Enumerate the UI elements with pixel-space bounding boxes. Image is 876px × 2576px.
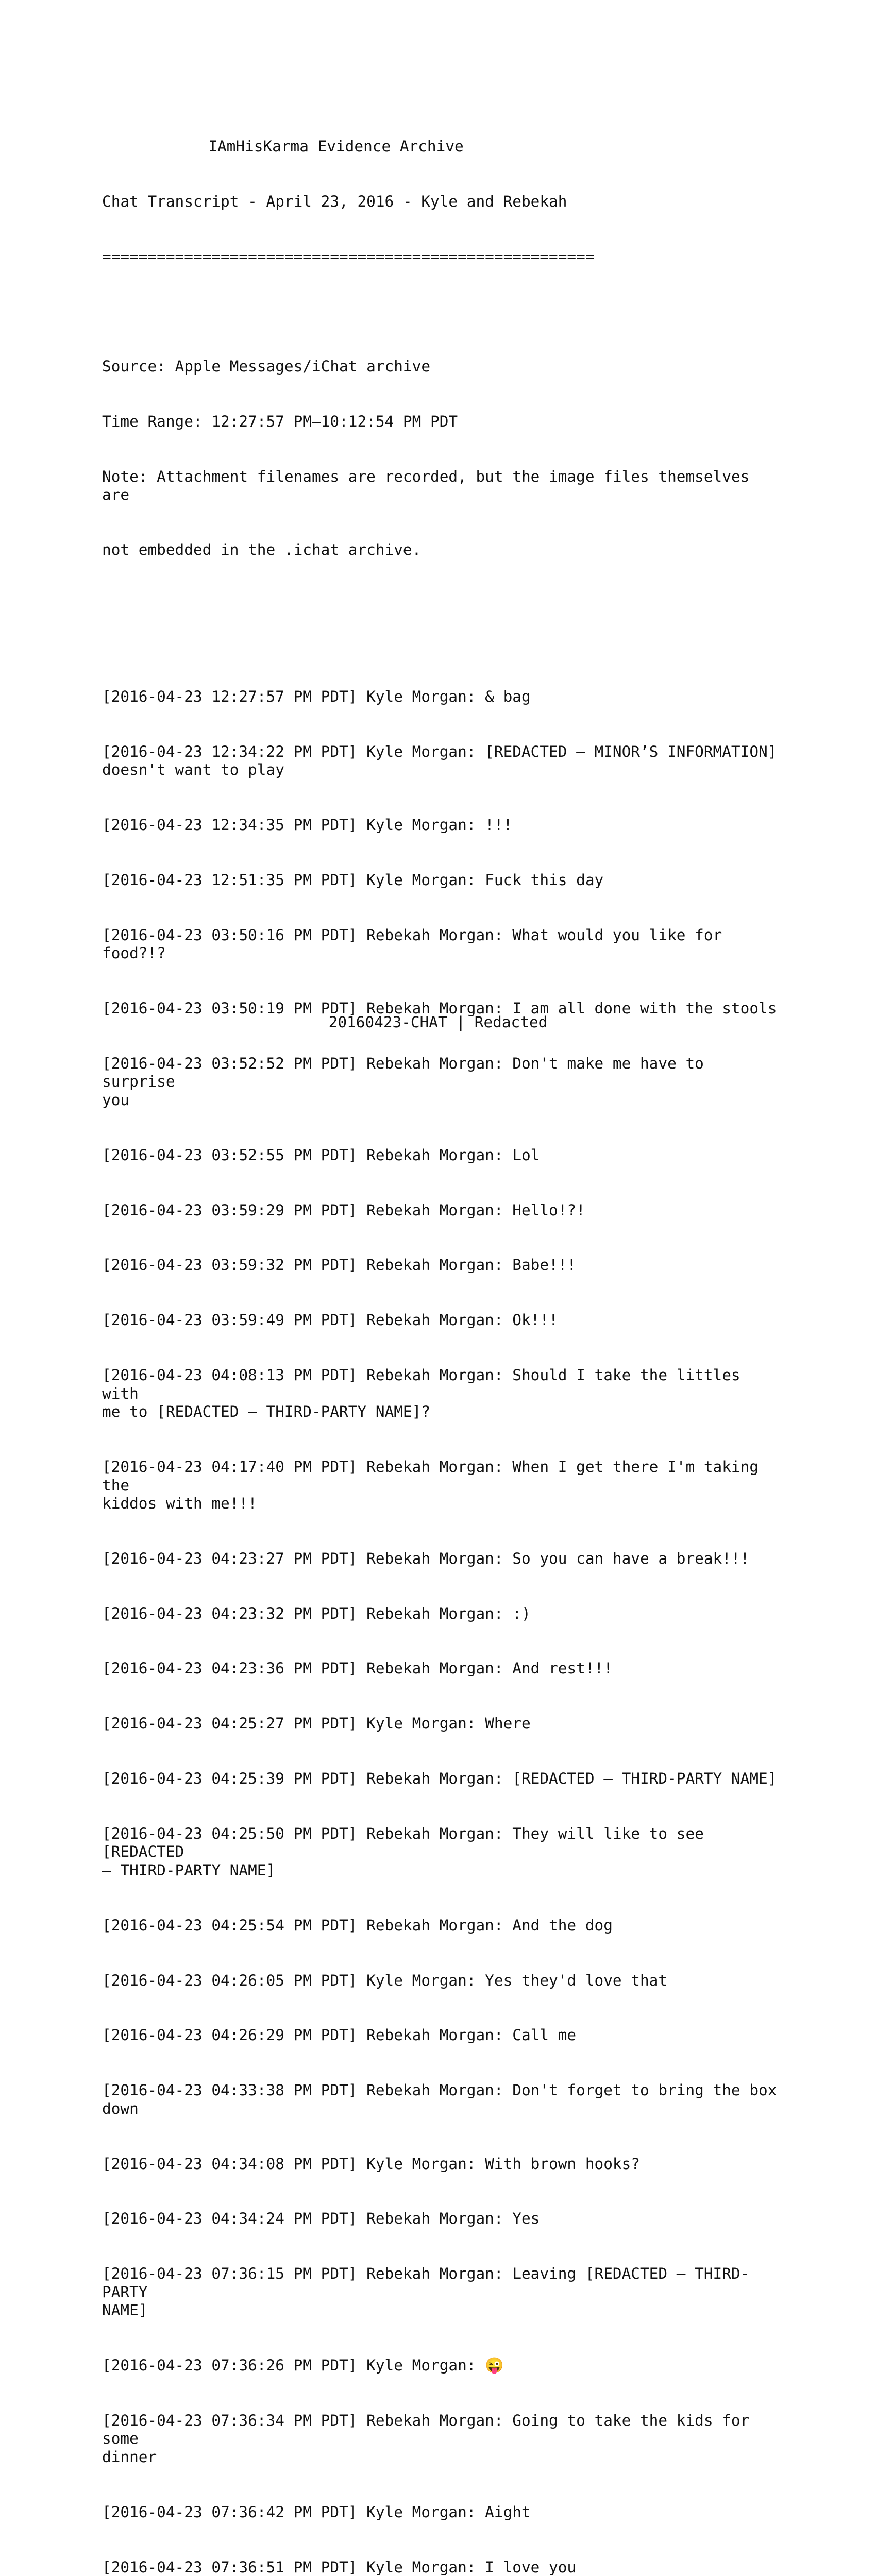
- document-title: IAmHisKarma Evidence Archive: [208, 138, 464, 156]
- message-entry: [2016-04-23 04:25:54 PM PDT] Rebekah Morgan: And the dog: [102, 1916, 613, 1934]
- message-entry: [2016-04-23 07:36:51 PM PDT] Kyle Morgan: I love you: [102, 2558, 577, 2576]
- message-entry: [2016-04-23 04:33:38 PM PDT] Rebekah Morgan: Don't forget to bring the box down: [102, 2081, 777, 2117]
- message-entry: [2016-04-23 04:34:24 PM PDT] Rebekah Morgan: Yes: [102, 2210, 540, 2228]
- document-subtitle: Chat Transcript - April 23, 2016 - Kyle and Rebekah: [102, 192, 567, 210]
- message-entry: [2016-04-23 07:36:15 PM PDT] Rebekah Morgan: Leaving [REDACTED – THIRD-PARTY NAME]: [102, 2265, 750, 2319]
- message-entry: [2016-04-23 12:27:57 PM PDT] Kyle Morgan: & bag: [102, 688, 531, 705]
- message-entry: [2016-04-23 04:25:50 PM PDT] Rebekah Morgan: They will like to see [REDACTED – THIRD-PARTY NAME]: [102, 1824, 704, 1879]
- note-line-2: not embedded in the .ichat archive.: [102, 541, 422, 559]
- message-entry: [2016-04-23 04:08:13 PM PDT] Rebekah Morgan: Should I take the littles with me to [REDACTED – THIRD-PARTY NAME]?: [102, 1366, 740, 1421]
- message-entry: [2016-04-23 04:25:27 PM PDT] Kyle Morgan: Where: [102, 1715, 531, 1733]
- message-entry: [2016-04-23 03:50:16 PM PDT] Rebekah Morgan: What would you like for food?!?: [102, 926, 731, 962]
- spacer: [102, 303, 782, 321]
- message-entry: [2016-04-23 04:23:27 PM PDT] Rebekah Morgan: So you can have a break!!!: [102, 1549, 750, 1567]
- message-entry: [2016-04-23 04:25:39 PM PDT] Rebekah Morgan: [REDACTED – THIRD-PARTY NAME]: [102, 1770, 777, 1788]
- message-entry: [2016-04-23 03:59:32 PM PDT] Rebekah Morgan: Babe!!!: [102, 1256, 577, 1274]
- message-entry: [2016-04-23 03:59:29 PM PDT] Rebekah Morgan: Hello!?!: [102, 1201, 585, 1219]
- message-entry: [2016-04-23 04:34:08 PM PDT] Kyle Morgan: With brown hooks?: [102, 2155, 640, 2173]
- message-entry: [2016-04-23 04:26:29 PM PDT] Rebekah Morgan: Call me: [102, 2026, 577, 2044]
- message-entry: [2016-04-23 04:26:05 PM PDT] Kyle Morgan: Yes they'd love that: [102, 1971, 668, 1989]
- title-rule: ======================================================: [102, 247, 595, 265]
- page-footer: 20160423-CHAT | Redacted: [328, 1013, 548, 1031]
- message-entry: [2016-04-23 04:23:32 PM PDT] Rebekah Morgan: :): [102, 1604, 531, 1622]
- message-entry: [2016-04-23 07:36:26 PM PDT] Kyle Morgan: 😜: [102, 2357, 504, 2375]
- message-list: [102, 651, 782, 2576]
- message-entry: [2016-04-23 12:51:35 PM PDT] Kyle Morgan: Fuck this day: [102, 871, 604, 889]
- message-entry: [2016-04-23 04:23:36 PM PDT] Rebekah Morgan: And rest!!!: [102, 1659, 613, 1677]
- document-page: [102, 101, 782, 2576]
- message-entry: [2016-04-23 07:36:42 PM PDT] Kyle Morgan: Aight: [102, 2503, 531, 2521]
- time-range-line: Time Range: 12:27:57 PM–10:12:54 PM PDT: [102, 413, 458, 431]
- message-entry: [2016-04-23 12:34:35 PM PDT] Kyle Morgan: !!!: [102, 816, 513, 834]
- spacer: [102, 596, 782, 615]
- source-line: Source: Apple Messages/iChat archive: [102, 358, 431, 376]
- message-entry: [2016-04-23 12:34:22 PM PDT] Kyle Morgan: [REDACTED – MINOR’S INFORMATION] doesn't want to play: [102, 742, 777, 779]
- message-entry: [2016-04-23 03:59:49 PM PDT] Rebekah Morgan: Ok!!!: [102, 1311, 558, 1329]
- message-entry: [2016-04-23 07:36:34 PM PDT] Rebekah Morgan: Going to take the kids for some dinner: [102, 2411, 750, 2466]
- message-entry: [2016-04-23 04:17:40 PM PDT] Rebekah Morgan: When I get there I'm taking the kiddos with me!!!: [102, 1458, 759, 1513]
- message-entry: [2016-04-23 03:50:19 PM PDT] Rebekah Morgan: I am all done with the stools: [102, 999, 777, 1018]
- message-entry: [2016-04-23 03:52:55 PM PDT] Rebekah Morgan: Lol: [102, 1146, 540, 1164]
- note-line-1: Note: Attachment filenames are recorded, but the image files themselves are: [102, 467, 759, 504]
- message-entry: [2016-04-23 03:52:52 PM PDT] Rebekah Morgan: Don't make me have to surprise you: [102, 1054, 704, 1109]
